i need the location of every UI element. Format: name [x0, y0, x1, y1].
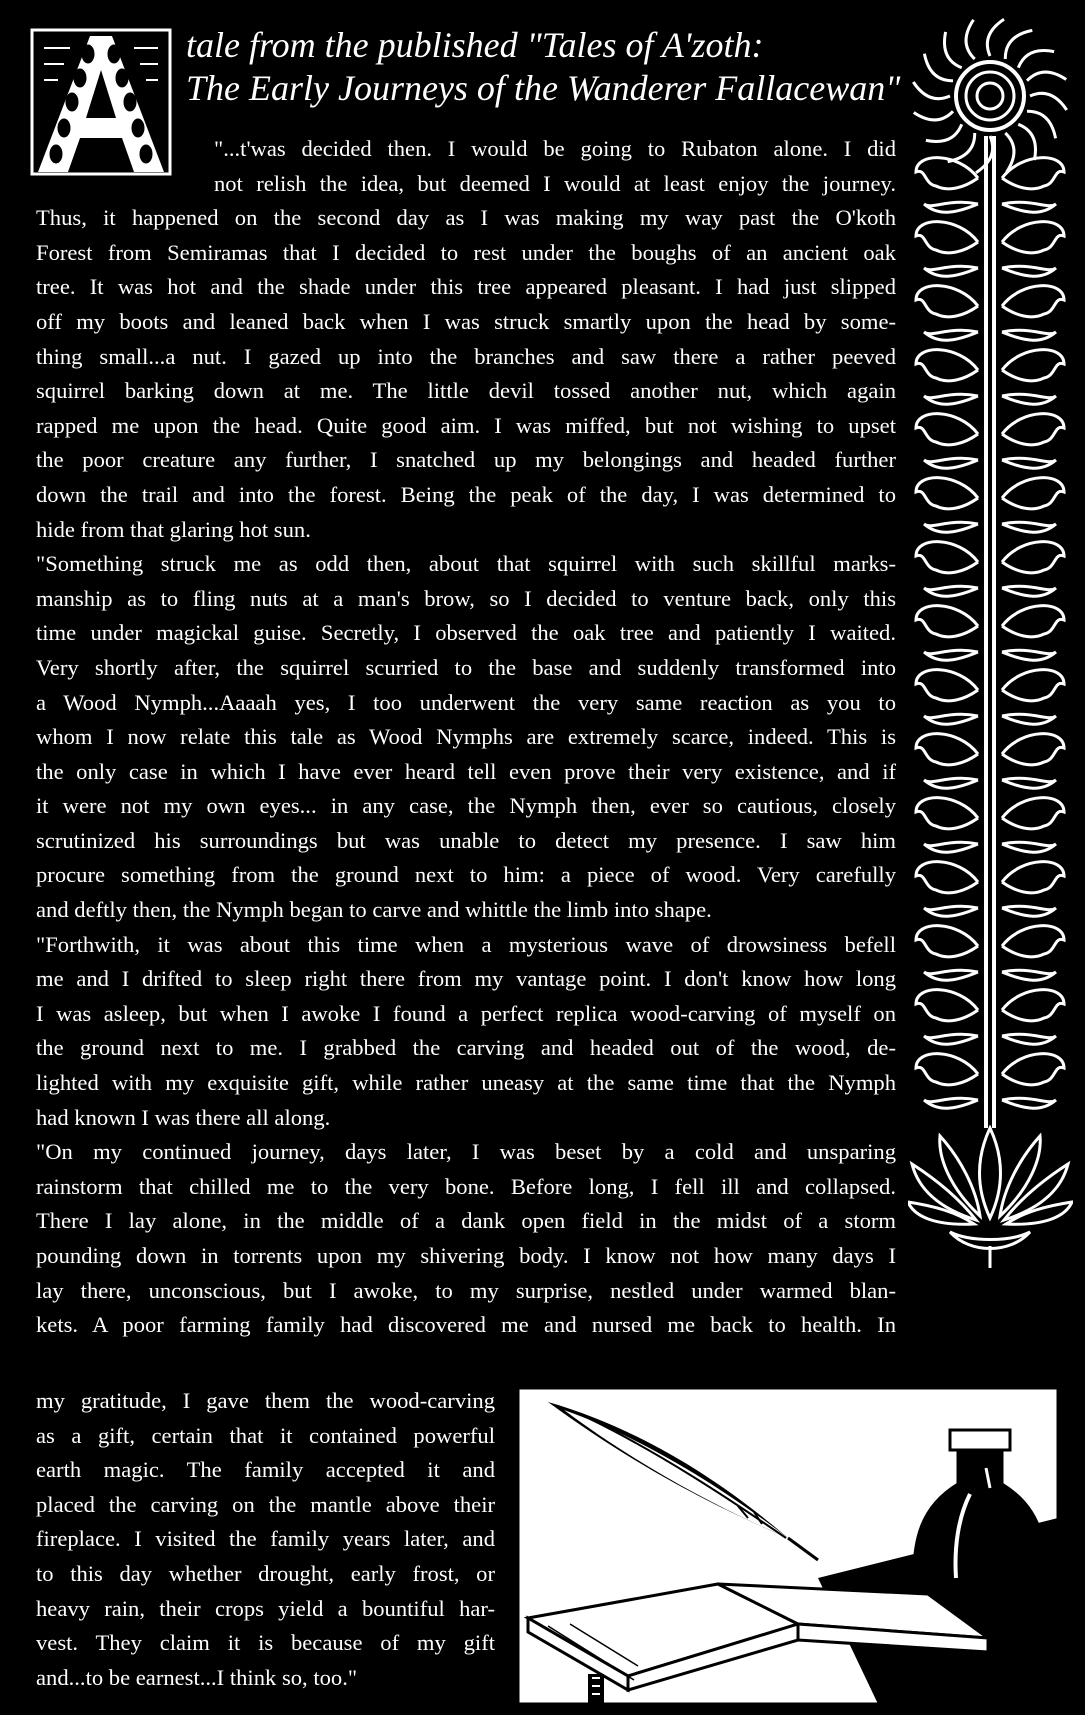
quill-inkwell-book-illustration: [518, 1388, 1058, 1704]
lotus-flower-icon: [908, 1128, 1072, 1268]
text-line: lay there, unconscious, but I awoke, to my surprise, nestled under warmed blan-: [36, 1277, 896, 1303]
text-line: had known I was there all along.: [36, 1104, 331, 1130]
vine-stem: [986, 136, 994, 1128]
text-line: it were not my own eyes... in any case, the Nymph then, ever so cautious, closely: [36, 793, 896, 819]
vine-leaf: [916, 990, 978, 1021]
text-line: the ground next to me. I grabbed the carving and headed out of the wood, de-: [36, 1035, 896, 1061]
text-line: Forest from Semiramas that I decided to rest under the boughs of an ancient oak: [36, 239, 896, 265]
text-line: manship as to fling nuts at a man's brow, so I decided to venture back, only this: [36, 585, 896, 611]
text-line: "Something struck me as odd then, about that squirrel with such skillful marks-: [36, 551, 896, 577]
vine-leaf: [916, 606, 978, 637]
vine-leaf: [924, 522, 978, 532]
text-line: scrutinized his surroundings but was unable to detect my presence. I saw him: [36, 827, 896, 853]
vine-leaf: [916, 926, 978, 957]
text-line: kets. A poor farming family had discovered me and nursed me back to health. In: [36, 1312, 896, 1338]
story-title: [186, 24, 916, 110]
vine-leaf: [916, 862, 978, 893]
text-line: Very shortly after, the squirrel scurried to the base and suddenly transformed into: [36, 654, 896, 680]
sun-icon: [913, 19, 1066, 172]
vine-leaf: [1002, 478, 1064, 509]
vine-leaf: [1002, 350, 1064, 381]
vine-leaf: [1002, 330, 1056, 340]
text-line: Thus, it happened on the second day as I was making my way past the O'koth: [36, 205, 896, 231]
text-line: a Wood Nymph...Aaaah yes, I too underwent the very same reaction as you to: [36, 689, 896, 715]
vine-leaf: [924, 970, 978, 980]
vine-leaf: [1002, 522, 1056, 532]
text-line: "...t'was decided then. I would be going to Rubaton alone. I did: [214, 136, 896, 161]
text-line: down the trail and into the forest. Being the peak of the day, I was determined to: [36, 481, 896, 507]
text-line: pounding down in torrents upon my shivering body. I know not how many days I: [36, 1243, 896, 1268]
vine-leaf: [924, 266, 978, 276]
vine-leaf: [1002, 798, 1064, 829]
sun-ray: [944, 32, 961, 68]
vine-leaf: [1002, 714, 1056, 724]
paragraph-4: [36, 1135, 896, 1343]
vine-leaf: [1002, 606, 1064, 637]
vine-leaf: [924, 394, 978, 404]
sun-vine-border-icon: [908, 8, 1073, 1270]
vine-leaf: [924, 778, 978, 788]
text-line: me and I drifted to sleep right there from my vantage point. I don't know how long: [36, 966, 896, 992]
vine-leaf: [1002, 906, 1056, 916]
text-line: rainstorm that chilled me to the very bone. Before long, I fell ill and collapsed.: [36, 1173, 896, 1199]
text-line: my gratitude, I gave them the wood-carving: [36, 1388, 495, 1413]
vine-leaf: [1002, 1098, 1056, 1108]
sun-ray: [1030, 93, 1067, 110]
vine-leaf: [1002, 926, 1064, 957]
title-line-1: tale from the published "Tales of A'zoth:: [186, 25, 764, 65]
vine-leaf: [924, 458, 978, 468]
text-line: the poor creature any further, I snatched up my belongings and headed further: [36, 447, 896, 473]
paragraph-3: [36, 928, 896, 1136]
text-line: "Forthwith, it was about this time when a mysterious wave of drowsiness befell: [36, 931, 896, 957]
vine-leaf: [1002, 586, 1056, 596]
text-line: squirrel barking down at me. The little devil tossed another nut, which again: [36, 378, 896, 404]
text-line: whom I now relate this tale as Wood Nymphs are extremely scarce, indeed. This is: [36, 724, 896, 750]
vine-leaf: [916, 542, 978, 573]
sun-ray: [914, 111, 953, 120]
text-line: to this day whether drought, early frost, or: [36, 1560, 495, 1586]
vine-leaf: [916, 798, 978, 829]
vine-leaf: [924, 650, 978, 660]
vine-leaf: [1002, 414, 1064, 445]
paragraph-2: [36, 547, 896, 928]
sun-ray: [1027, 72, 1066, 81]
vine-leaf: [924, 1034, 978, 1044]
text-line: not relish the idea, but deemed I would at least enjoy the journey.: [214, 170, 896, 196]
text-line: and...to be earnest...I think so, too.": [36, 1664, 358, 1690]
vine-leaf: [924, 202, 978, 212]
vine-leaf: [1002, 202, 1056, 212]
text-line: and deftly then, the Nymph began to carve and whittle the limb into shape.: [36, 897, 712, 923]
vine-leaf: [1002, 734, 1064, 765]
text-line: vest. They claim it is because of my gift: [36, 1630, 495, 1656]
vine-leaf: [916, 158, 978, 189]
text-line: rapped me upon the head. Quite good aim. I was miffed, but not wishing to upset: [36, 412, 896, 438]
vine-leaf: [1002, 650, 1056, 660]
vine-leaf: [1002, 286, 1064, 317]
paragraph-1: [36, 132, 896, 547]
vine-leaf: [916, 414, 978, 445]
vine-leaf: [1002, 266, 1056, 276]
text-line: the only case in which I have ever heard tell even prove their very existence, and if: [36, 758, 896, 784]
sun-ray: [987, 19, 1004, 56]
vine-leaf: [916, 286, 978, 317]
sun-ray: [966, 20, 975, 59]
vine-leaf: [1002, 222, 1064, 253]
sun-ray: [926, 124, 962, 141]
vine-leaf: [924, 842, 978, 852]
title-line-2: The Early Journeys of the Wanderer Fallacewan": [186, 68, 901, 108]
vine-leaf: [1002, 842, 1056, 852]
sun-ray: [1018, 50, 1054, 67]
vine-leaf: [1002, 970, 1056, 980]
vine-leaf: [924, 330, 978, 340]
sun-ray: [1018, 124, 1035, 160]
vine-leaf: [1002, 458, 1056, 468]
vine-leaf: [1002, 778, 1056, 788]
vine-leaf: [1002, 670, 1064, 701]
text-line: thing small...a nut. I gazed up into the branches and saw there a rather peeved: [36, 343, 896, 369]
story-body: [36, 132, 896, 1343]
vine-leaves: [916, 158, 1064, 1109]
vine-leaf: [1002, 990, 1064, 1021]
vine-leaf: [924, 714, 978, 724]
vine-leaf: [916, 670, 978, 701]
text-line: as a gift, certain that it contained powerful: [36, 1422, 495, 1448]
text-line: off my boots and leaned back when I was struck smartly upon the head by some-: [36, 308, 896, 334]
text-line: fireplace. I visited the family years later, and: [36, 1526, 495, 1552]
vine-leaf: [916, 222, 978, 253]
text-line: time under magickal guise. Secretly, I observed the oak tree and patiently I waited.: [36, 620, 896, 646]
text-line: placed the carving on the mantle above their: [36, 1491, 495, 1517]
vine-leaf: [924, 586, 978, 596]
vine-leaf: [916, 350, 978, 381]
text-line: I was asleep, but when I awoke I found a perfect replica wood-carving of myself on: [36, 1000, 896, 1026]
vine-leaf: [1002, 394, 1056, 404]
vine-leaf: [916, 478, 978, 509]
text-line: "On my continued journey, days later, I was beset by a cold and unsparing: [36, 1139, 896, 1165]
vine-leaf: [1002, 542, 1064, 573]
vine-leaf: [924, 906, 978, 916]
text-line: tree. It was hot and the shade under this tree appeared pleasant. I had just slipped: [36, 274, 896, 300]
paragraph-5: [36, 1384, 495, 1695]
text-line: heavy rain, their crops yield a bountiful har-: [36, 1595, 495, 1621]
vine-leaf: [916, 734, 978, 765]
vine-leaf: [1002, 1034, 1056, 1044]
vine-leaf: [1002, 862, 1064, 893]
vine-leaf: [916, 1054, 978, 1085]
vine-leaf: [1002, 1054, 1064, 1085]
text-line: earth magic. The family accepted it and: [36, 1457, 495, 1483]
sun-ray: [913, 82, 950, 99]
text-line: There I lay alone, in the middle of a dank open field in the midst of a storm: [36, 1208, 896, 1234]
text-line: hide from that glaring hot sun.: [36, 516, 311, 542]
text-line: procure something from the ground next to him: a piece of wood. Very carefully: [36, 862, 896, 888]
vine-leaf: [924, 1098, 978, 1108]
text-line: lighted with my exquisite gift, while rather uneasy at the same time that the Nymph: [36, 1070, 896, 1096]
